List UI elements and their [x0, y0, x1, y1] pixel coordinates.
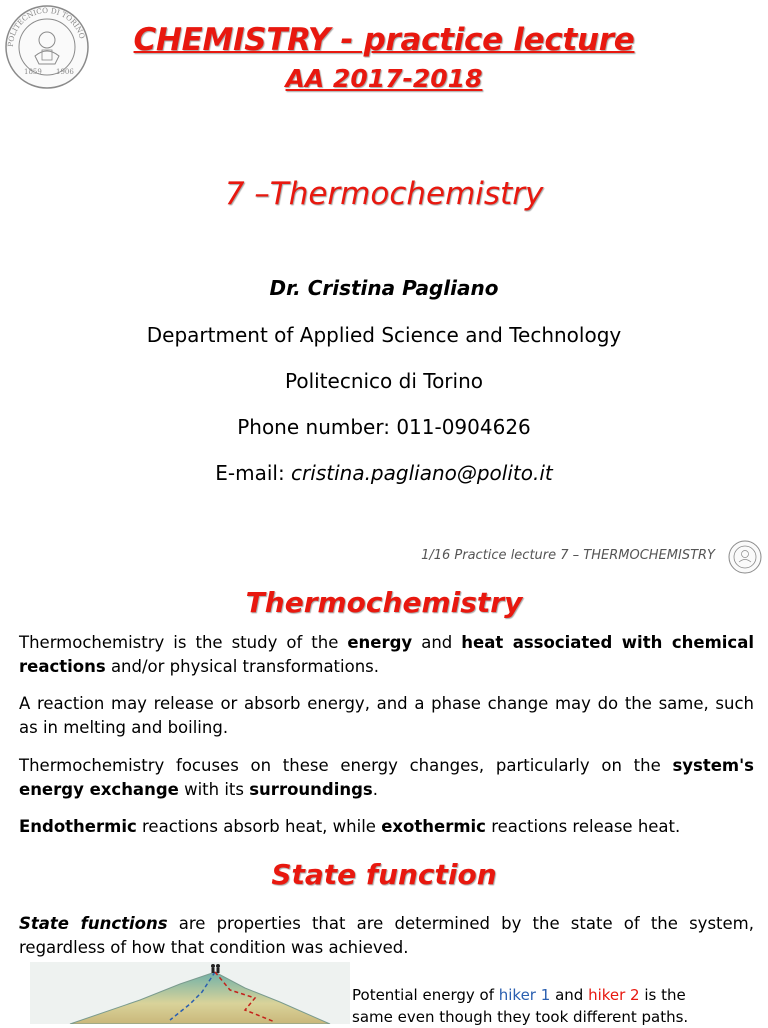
- lecture-topic: 7 –Thermochemistry: [224, 176, 544, 212]
- paragraph-definition: [19, 631, 754, 679]
- caption-and: and: [550, 986, 589, 1004]
- paragraph-focus: [19, 754, 754, 802]
- p4-run-3: reactions release heat.: [485, 817, 681, 836]
- p1-run-1: energy: [347, 633, 413, 652]
- email-label: E-mail:: [215, 461, 292, 485]
- section-heading-thermochemistry: Thermochemistry: [245, 586, 523, 619]
- p3-run-2: with its: [178, 780, 250, 799]
- p3-run-0: Thermochemistry focuses on these energy changes, particularly on the: [19, 756, 673, 775]
- p1-run-0: Thermochemistry is the study of the: [19, 633, 348, 652]
- p3-run-1: system's energy exchange: [19, 756, 754, 799]
- seal-year-right: 1906: [56, 68, 74, 76]
- p4-run-0: Endothermic: [19, 817, 137, 836]
- hiker1-label: hiker 1: [498, 986, 551, 1004]
- mountain-hikers-illustration: [30, 962, 350, 1024]
- p1-run-3: heat associated with chemical reactions: [19, 633, 754, 676]
- paragraph-endo-exo: [19, 815, 754, 839]
- email-link[interactable]: cristina.pagliano@polito.it: [291, 461, 553, 485]
- author-name: Dr. Cristina Pagliano: [269, 276, 499, 300]
- p4-run-2: exothermic: [381, 817, 486, 836]
- seal-year-left: 1859: [24, 68, 42, 76]
- p3-run-4: .: [372, 780, 379, 799]
- mountain-caption: [352, 984, 712, 1028]
- p4-run-1: reactions absorb heat, while: [136, 817, 382, 836]
- state-functions-term: State functions: [19, 914, 168, 933]
- hiker2-label: hiker 2: [588, 986, 640, 1004]
- footer-seal-logo: [728, 540, 762, 574]
- institution: Politecnico di Torino: [284, 369, 484, 393]
- course-title: CHEMISTRY - practice lecture: [133, 22, 635, 58]
- p3-run-3: surroundings: [249, 780, 373, 799]
- p1-run-2: and: [412, 633, 462, 652]
- paragraph-reaction: A reaction may release or absorb energy, and a phase change may do the same, such as in melting and boiling.: [19, 694, 754, 737]
- academic-year: AA 2017-2018: [285, 64, 483, 93]
- slide-footer: 1/16 Practice lecture 7 – THERMOCHEMISTRY: [421, 548, 715, 563]
- section-heading-state-function: State function: [271, 858, 497, 891]
- seal-text: POLITECNICO DI TORINO: [5, 5, 87, 48]
- phone-number: Phone number: 011-0904626: [237, 415, 531, 439]
- caption-part-2: is the same even though they took different paths.: [352, 986, 689, 1026]
- p1-run-4: and/or physical transformations.: [105, 657, 380, 676]
- state-functions-rest: are properties that are determined by the state of the system, regardless of how that condition was achieved.: [19, 914, 754, 957]
- paragraph-state-functions: [19, 912, 754, 960]
- department: Department of Applied Science and Technology: [146, 323, 622, 347]
- email-line: [0, 461, 768, 485]
- caption-part-1: Potential energy of: [352, 986, 499, 1004]
